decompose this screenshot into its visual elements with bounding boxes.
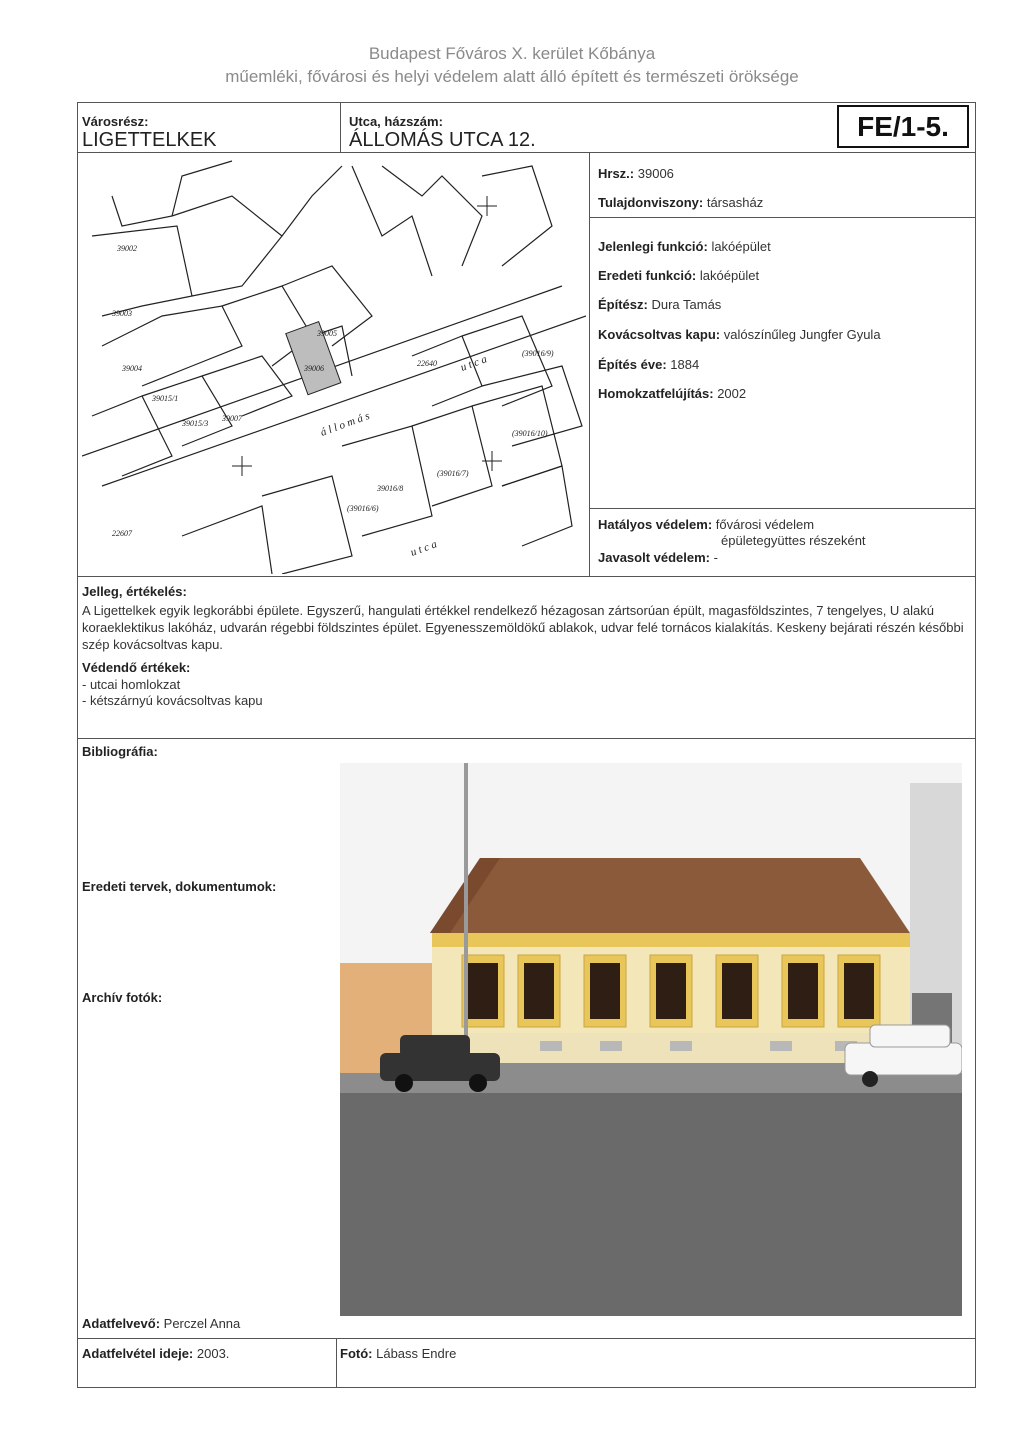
- gate-row: Kovácsoltvas kapu: valószínűleg Jungfer Gyula: [598, 327, 881, 342]
- map-parcel-22607: 22607: [112, 529, 132, 538]
- cadastral-map-drawing: [82, 156, 586, 574]
- map-parcel-22640: 22640: [417, 359, 437, 368]
- title-vdivider: [340, 102, 341, 152]
- map-parcel-39016-9: (39016/9): [522, 349, 554, 358]
- year-row: Építés éve: 1884: [598, 357, 700, 372]
- protected-values-title: Védendő értékek:: [82, 660, 191, 675]
- valid-protection-row: Hatályos védelem: fővárosi védelem: [598, 517, 815, 532]
- header-title: Budapest Főváros X. kerület Kőbánya: [368, 44, 656, 63]
- evaluation-text: A Ligettelkek egyik legkorábbi épülete. Egyszerű, hangulati értékkel rendelkező hézagosan zártsorúan épült, magasföldszintes, 7 tengelyes, U alakú koraeklektikus lakóház, udvarán régebbi földszintes épület. Egyenesszemöldökű ablakok, udvar felé tornácos kialakítás. Keskeny bejárati részén későbbi szép kovácsoltvas kapu.: [82, 603, 964, 652]
- map-street-label-3: u t c a: [458, 353, 489, 374]
- header-subtitle: műemléki, fővárosi és helyi védelem alatt álló épített és természeti öröksége: [225, 67, 799, 86]
- evaluation-title: Jelleg, értékelés:: [82, 584, 187, 599]
- district-label: Városrész:: [82, 114, 149, 129]
- map-parcel-39016-7: (39016/7): [437, 469, 469, 478]
- map-parcel-39002: 39002: [117, 244, 137, 253]
- record-date-row: Adatfelvétel ideje: 2003.: [82, 1346, 230, 1361]
- hrsz-row: Hrsz.: 39006: [598, 166, 674, 181]
- renovation-row: Homokzatfelújítás: 2002: [598, 386, 747, 401]
- title-divider: [77, 152, 976, 153]
- protected-value-2: - kétszárnyú kovácsoltvas kapu: [82, 693, 263, 708]
- map-parcel-39006: 39006: [304, 364, 324, 373]
- archive-photos-label: Archív fotók:: [82, 990, 163, 1005]
- proposed-protection-row: Javasolt védelem: -: [598, 550, 718, 565]
- map-divider: [77, 576, 976, 577]
- photo-credit-row: Fotó: Lábass Endre: [340, 1346, 457, 1361]
- map-parcel-39004: 39004: [122, 364, 142, 373]
- cadastral-map: [82, 156, 586, 574]
- original-plans-label: Eredeti tervek, dokumentumok:: [82, 879, 277, 894]
- bibliography-label: Bibliográfia:: [82, 744, 158, 759]
- street-value: ÁLLOMÁS UTCA 12.: [349, 129, 536, 151]
- map-parcel-39007: 39007: [222, 414, 242, 423]
- architect-row: Építész: Dura Tamás: [598, 297, 722, 312]
- owner-row: Tulajdonviszony: társasház: [598, 195, 764, 210]
- building-photo-drawing: [340, 763, 962, 1316]
- current-function-row: Jelenlegi funkció: lakóépület: [598, 239, 771, 254]
- map-street-label-2: u t c a: [408, 538, 439, 559]
- valid-protection-row-2: épületegyüttes részeként: [721, 533, 866, 548]
- map-parcel-39003: 39003: [112, 309, 132, 318]
- map-parcel-39016-8: 39016/8: [377, 484, 404, 493]
- map-parcel-39016-6: (39016/6): [347, 504, 379, 513]
- district-value: LIGETTELKEK: [82, 129, 217, 151]
- recorder-row: Adatfelvevő: Perczel Anna: [82, 1316, 241, 1331]
- footer-vdivider: [336, 1338, 337, 1388]
- map-parcel-39005: 39005: [317, 329, 337, 338]
- map-street-label-1: á l l o m á s: [318, 409, 372, 439]
- map-parcel-39015-3: 39015/3: [182, 419, 209, 428]
- photo-divider: [77, 1338, 976, 1339]
- evaluation-divider: [77, 738, 976, 739]
- info-separator-2: [589, 508, 976, 509]
- building-photo: [340, 763, 962, 1316]
- original-function-row: Eredeti funkció: lakóépület: [598, 268, 760, 283]
- info-vdivider: [589, 152, 590, 576]
- map-parcel-39016-10: (39016/10): [512, 429, 548, 438]
- protected-value-1: - utcai homlokzat: [82, 677, 181, 692]
- map-parcel-39015-1: 39015/1: [152, 394, 179, 403]
- info-separator-1: [589, 217, 976, 218]
- record-code: FE/1-5.: [837, 105, 969, 148]
- street-label: Utca, házszám:: [349, 114, 443, 129]
